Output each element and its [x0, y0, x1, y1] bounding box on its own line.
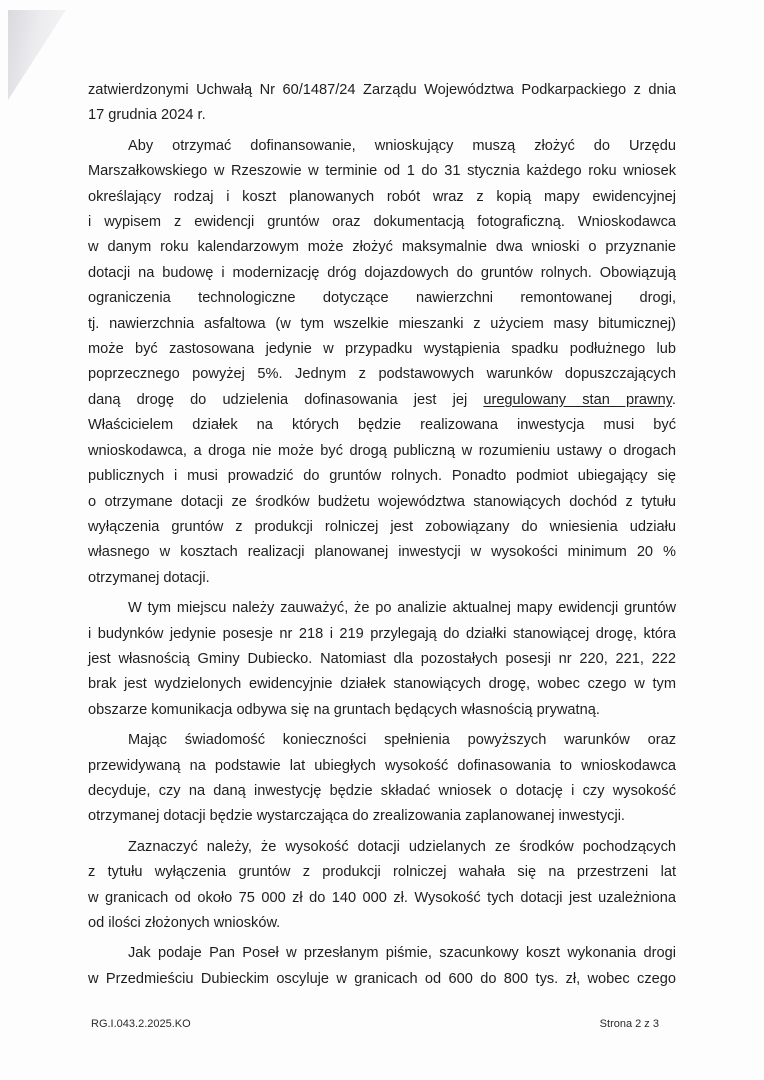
text-line: Jak podaje Pan Poseł w przesłanym piśmie, szacunkowy koszt wykonania drogi — [128, 945, 676, 962]
text-line: przewidywaną na podstawie lat ubiegłych wysokość dofinasowania to wnioskodawca — [88, 757, 676, 774]
text-line: w Przedmieściu Dubieckim oscyluje w granicach od 600 do 800 tys. zł, wobec czego — [88, 970, 676, 987]
paragraph-subsidy-amounts — [88, 835, 676, 937]
text-line: publicznych i musi prowadzić do gruntów rolnych. Ponadto podmiot ubiegający się — [88, 468, 676, 485]
text-line: w granicach od około 75 000 zł do 140 000 zł. Wysokość tych dotacji jest uzależniona — [88, 889, 676, 906]
text-line: otrzymanej dotacji będzie wystarczająca do zrealizowania zaplanowanej inwestycji. — [88, 808, 625, 825]
paragraph-estimated-cost — [88, 941, 676, 992]
text-line: dotacji na budowę i modernizację dróg dojazdowych do gruntów rolnych. Obowiązują — [88, 264, 676, 281]
text-line-with-underline — [88, 388, 676, 413]
paragraph-continuation — [88, 78, 676, 129]
text-line: Zaznaczyć należy, że wysokość dotacji udzielanych ze środków pochodzących — [128, 838, 676, 855]
text-line: od ilości złożonych wniosków. — [88, 915, 281, 931]
text-line: wyłączenia gruntów z produkcji rolniczej jest zobowiązany do wniesienia udziału — [88, 518, 676, 535]
text-line: może być zastosowana jedynie w przypadku wystąpienia spadku podłużnego lub — [88, 341, 676, 358]
text-line: i wypisem z ewidencji gruntów oraz dokumentacją fotograficzną. Wnioskodawca — [88, 214, 676, 231]
document-reference: RG.I.043.2.2025.KO — [91, 1018, 191, 1030]
text-line: tj. nawierzchnia asfaltowa (w tym wszelkie mieszanki z użyciem masy bitumicznej) — [88, 315, 676, 332]
underlined-phrase: uregulowany stan prawny — [483, 391, 672, 408]
text-line: własnego w kosztach realizacji planowanej inwestycji w wysokości minimum 20 % — [88, 544, 676, 561]
text-fragment: . — [671, 391, 676, 408]
page-footer — [91, 1018, 659, 1030]
text-line: W tym miejscu należy zauważyć, że po analizie aktualnej mapy ewidencji gruntów — [128, 600, 676, 617]
text-line: Mając świadomość konieczności spełnienia powyższych warunków oraz — [128, 732, 676, 749]
text-line: wnioskodawca, a droga nie może być drogą publiczną w rozumieniu ustawy o drogach — [88, 442, 676, 459]
text-line: otrzymanej dotacji. — [88, 569, 210, 586]
text-line: Marszałkowskiego w Rzeszowie w terminie od 1 do 31 stycznia każdego roku wniosek — [88, 163, 676, 180]
text-line: określający rodzaj i koszt planowanych robót wraz z kopią mapy ewidencyjnej — [88, 188, 676, 205]
text-line: Aby otrzymać dofinansowanie, wnioskujący muszą złożyć do Urzędu — [128, 137, 676, 154]
text-line: i budynków jedynie posesje nr 218 i 219 przylegają do działki stanowiącej drogę, która — [88, 625, 676, 642]
text-line: obszarze komunikacja odbywa się na gruntach będących własnością prywatną. — [88, 701, 600, 718]
text-line: Właścicielem działek na których będzie realizowana inwestycja musi być — [88, 417, 676, 434]
text-line: 17 grudnia 2024 r. — [88, 107, 206, 124]
paragraph-land-registry — [88, 596, 676, 723]
text-line: jest własnością Gminy Dubiecko. Natomiast dla pozostałych posesji nr 220, 221, 222 — [88, 650, 676, 667]
text-line: decyduje, czy na daną inwestycję będzie składać wniosek o dotację i czy wysokość — [88, 782, 676, 799]
paragraph-applicant-decision — [88, 728, 676, 830]
text-line: o otrzymane dotacji ze środków budżetu województwa stanowiących dochód z tytułu — [88, 493, 676, 510]
text-line: w danym roku kalendarzowym może złożyć maksymalnie dwa wnioski o przyznanie — [88, 239, 676, 256]
text-line: ograniczenia technologiczne dotyczące nawierzchni remontowanej drogi, — [88, 290, 676, 307]
folded-page-corner — [8, 10, 66, 100]
paragraph-application-requirements — [88, 134, 676, 591]
text-line: poprzecznego powyżej 5%. Jednym z podstawowych warunków dopuszczających — [88, 366, 676, 383]
document-body — [88, 78, 676, 992]
text-line: zatwierdzonymi Uchwałą Nr 60/1487/24 Zarządu Województwa Podkarpackiego z dnia — [88, 82, 676, 98]
text-fragment: daną drogę do udzielenia dofinasowania jest jej — [88, 391, 468, 408]
page-number: Strona 2 z 3 — [599, 1018, 659, 1030]
text-line: brak jest wydzielonych ewidencyjnie działek stanowiących drogę, wobec czego w tym — [88, 676, 676, 693]
text-line: z tytułu wyłączenia gruntów z produkcji rolniczej wahała się na przestrzeni lat — [88, 864, 676, 881]
